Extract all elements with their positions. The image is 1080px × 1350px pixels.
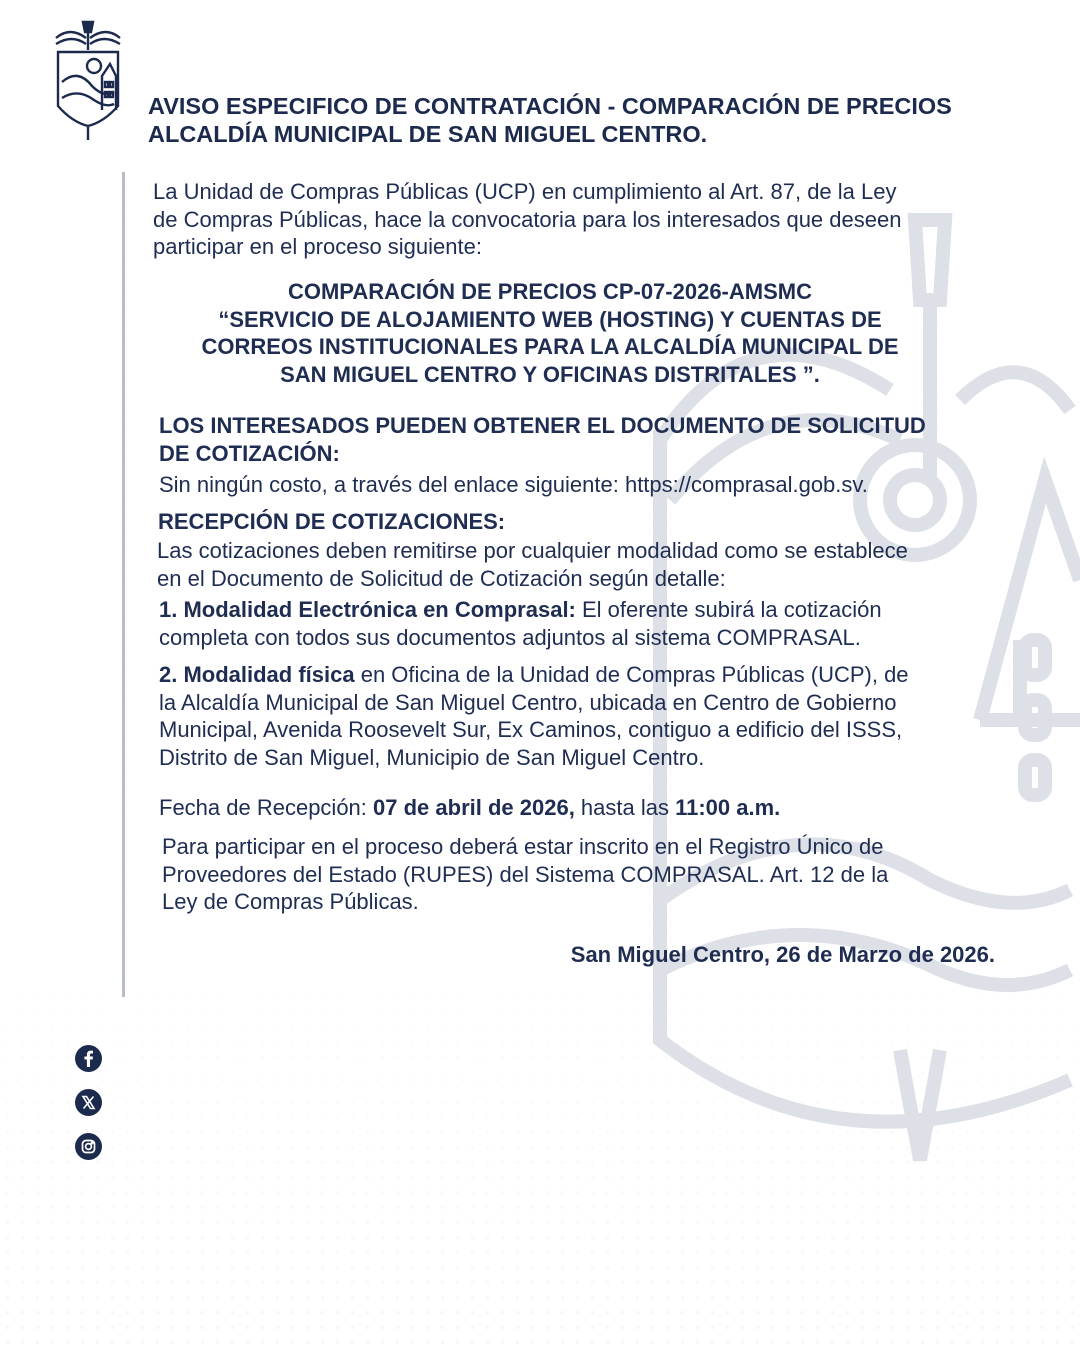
process-title [150, 278, 950, 388]
reception-date-time: 11:00 a.m. [675, 795, 781, 820]
intro-line-3: participar en el proceso siguiente: [153, 234, 482, 259]
modality-physical-text-3: Municipal, Avenida Roosevelt Sur, Ex Caminos, contiguo a edificio del ISSS, [159, 717, 903, 742]
intro-line-1: La Unidad de Compras Públicas (UCP) en cumplimiento al Art. 87, de la Ley [153, 179, 897, 204]
title-line-2: ALCALDÍA MUNICIPAL DE SAN MIGUEL CENTRO. [148, 121, 708, 147]
reception-date [159, 794, 780, 822]
obtain-text: Sin ningún costo, a través del enlace siguiente: https://comprasal.gob.sv. [159, 472, 868, 497]
rupes-paragraph [162, 833, 888, 916]
rupes-line-3: Ley de Compras Públicas. [162, 889, 419, 914]
title-line-1: AVISO ESPECIFICO DE CONTRATACIÓN - COMPARACIÓN DE PRECIOS [148, 93, 952, 119]
rupes-line-1: Para participar en el proceso deberá estar inscrito en el Registro Único de [162, 834, 884, 859]
instagram-icon[interactable] [75, 1133, 102, 1160]
modality-electronic [159, 596, 882, 651]
rupes-line-2: Proveedores del Estado (RUPES) del Sistema COMPRASAL. Art. 12 de la [162, 861, 889, 887]
reception-paragraph [157, 537, 908, 592]
process-line-4: SAN MIGUEL CENTRO Y OFICINAS DISTRITALES ”. [280, 361, 820, 387]
modality-physical-label: 2. Modalidad física [159, 662, 355, 687]
reception-date-label: Fecha de Recepción: [159, 795, 374, 820]
modality-physical-text-1: en Oficina de la Unidad de Compras Públicas (UCP), de [354, 662, 909, 687]
reception-date-day: 07 de abril de 2026, [373, 795, 575, 820]
obtain-heading-line-1: LOS INTERESADOS PUEDEN OBTENER EL DOCUMENTO DE SOLICITUD [159, 413, 926, 438]
modality-physical-text-2: la Alcaldía Municipal de San Miguel Centro, ubicada en Centro de Gobierno [159, 689, 897, 715]
intro-paragraph [153, 178, 901, 261]
obtain-heading-line-2: DE COTIZACIÓN: [159, 440, 340, 466]
modality-electronic-text-1: El oferente subirá la cotización [575, 597, 882, 622]
modality-electronic-label: 1. Modalidad Electrónica en Comprasal: [159, 597, 576, 622]
facebook-icon[interactable] [75, 1045, 102, 1072]
obtain-heading [159, 412, 926, 467]
reception-date-until: hasta las [574, 795, 676, 820]
x-icon[interactable] [75, 1089, 102, 1116]
modality-physical [159, 661, 909, 771]
signature-date: San Miguel Centro, 26 de Marzo de 2026. [570, 942, 995, 967]
process-line-2: “SERVICIO DE ALOJAMIENTO WEB (HOSTING) Y CUENTAS DE [218, 306, 882, 332]
modality-physical-text-4: Distrito de San Miguel, Municipio de San Miguel Centro. [159, 744, 705, 770]
process-line-3: CORREOS INSTITUCIONALES PARA LA ALCALDÍA MUNICIPAL DE [201, 334, 899, 359]
process-line-1: COMPARACIÓN DE PRECIOS CP-07-2026-AMSMC [287, 279, 812, 304]
intro-line-2: de Compras Públicas, hace la convocatoria para los interesados que deseen [153, 206, 902, 232]
reception-heading: RECEPCIÓN DE COTIZACIONES: [158, 509, 506, 534]
reception-line-2: en el Documento de Solicitud de Cotización según detalle: [157, 565, 726, 591]
reception-line-1: Las cotizaciones deben remitirse por cualquier modalidad como se establece [157, 538, 908, 563]
modality-electronic-text-2: completa con todos sus documentos adjuntos al sistema COMPRASAL. [159, 624, 861, 650]
